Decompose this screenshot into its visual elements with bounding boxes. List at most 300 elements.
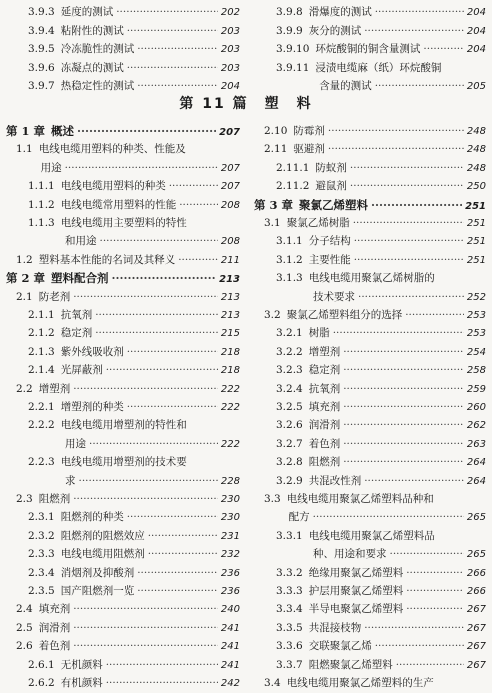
toc-leader-dots xyxy=(169,177,218,195)
toc-entry-title: 防老剂 xyxy=(38,290,71,303)
toc-entry-number: 3.9.6 xyxy=(28,61,55,74)
toc-entry-title: 和用途 xyxy=(65,235,97,248)
toc-entry xyxy=(6,251,240,269)
toc-entry-title: 聚氯乙烯树脂 xyxy=(286,217,350,229)
toc-entry-title: 绝缘用聚氯乙烯塑料 xyxy=(308,566,404,579)
toc-entry-number: 3.2.8 xyxy=(276,456,303,469)
toc-entry-number: 1.1.3 xyxy=(28,217,55,229)
toc-entry xyxy=(254,545,486,563)
toc-entry xyxy=(6,288,240,306)
toc-entry xyxy=(6,140,240,158)
toc-entry-number: 2.2.3 xyxy=(28,456,55,469)
toc-entry-number: 3.9.10 xyxy=(276,43,310,55)
toc-entry xyxy=(6,232,240,250)
toc-entry-title: 着色剂 xyxy=(38,640,71,653)
toc-leader-dots xyxy=(343,416,464,434)
toc-entry-page: 205 xyxy=(466,81,486,92)
toc-entry-number: 3.1.2 xyxy=(276,253,303,266)
toc-entry-title: 聚氯乙烯塑料 xyxy=(299,197,369,212)
toc-entry-number: 3.2.5 xyxy=(276,401,303,413)
toc-entry-page: 262 xyxy=(466,420,486,432)
toc-leader-dots xyxy=(106,674,218,692)
toc-entry-title: 塑料基本性能的名词及其释义 xyxy=(38,253,176,266)
toc-leader-dots xyxy=(106,656,218,674)
toc-entry-page: 258 xyxy=(466,365,486,377)
toc-entry-page: 250 xyxy=(466,181,486,193)
toc-entry-number: 3.9.11 xyxy=(276,61,310,74)
toc-entry-page: 241 xyxy=(220,659,240,671)
toc-entry-number: 2.2.2 xyxy=(28,419,55,432)
toc-entry xyxy=(6,656,240,674)
toc-entry xyxy=(6,600,240,618)
toc-entry-title: 电线电缆用聚氯乙烯塑料品 xyxy=(308,529,435,542)
toc-entry xyxy=(254,600,486,618)
toc-leader-dots xyxy=(364,472,464,490)
toc-entry-title: 填充剂 xyxy=(308,401,341,413)
toc-entry-number: 1.1.1 xyxy=(28,180,55,193)
toc-entry-page: 266 xyxy=(466,567,486,579)
toc-entry-page: 253 xyxy=(466,310,486,321)
toc-leader-dots xyxy=(350,177,464,195)
toc-entry xyxy=(254,564,486,582)
toc-entry-title: 阻燃剂 xyxy=(38,493,71,505)
toc-entry-title: 阻燃聚氯乙烯塑料 xyxy=(308,658,393,671)
toc-entry-title: 树脂 xyxy=(308,327,330,340)
toc-entry-page: 204 xyxy=(466,25,486,37)
toc-entry-title: 有机颜料 xyxy=(60,677,103,689)
toc-leader-dots xyxy=(73,288,218,306)
toc-leader-dots xyxy=(313,508,464,526)
toc-entry-title: 护层用聚氯乙烯塑料 xyxy=(308,585,404,597)
toc-entry-page: 259 xyxy=(466,383,486,395)
toc-entry-title: 交联聚氯乙烯 xyxy=(308,640,372,653)
toc-leader-dots xyxy=(343,435,464,453)
toc-entry-title: 灰分的测试 xyxy=(308,24,362,37)
toc-entry xyxy=(254,674,486,692)
toc-entry xyxy=(6,324,240,342)
toc-entry-page: 264 xyxy=(466,457,486,469)
toc-entry-number: 3.3.4 xyxy=(276,603,303,616)
toc-entry-page: 204 xyxy=(466,44,486,55)
toc-entry-number: 第 3 章 xyxy=(254,197,294,212)
toc-entry-page: 242 xyxy=(220,678,240,689)
toc-entry-title: 防霉剂 xyxy=(293,125,325,137)
toc-entry xyxy=(6,398,240,416)
toc-entry-page: 267 xyxy=(466,604,486,616)
toc-entry xyxy=(254,22,486,40)
toc-entry xyxy=(254,508,486,526)
toc-entry xyxy=(6,564,240,582)
toc-entry xyxy=(254,232,486,250)
toc-entry-number: 3.2.4 xyxy=(276,382,303,395)
toc-leader-dots xyxy=(406,564,464,582)
toc-entry-title: 紫外线吸收剂 xyxy=(60,345,124,358)
toc-entry-page: 207 xyxy=(219,127,240,138)
toc-entry-number: 3.3.6 xyxy=(276,640,303,653)
toc-entry-number: 2.3 xyxy=(16,493,33,505)
toc-leader-dots xyxy=(127,343,218,361)
toc-entry-page: 222 xyxy=(220,402,240,413)
toc-leader-dots xyxy=(112,269,217,287)
toc-entry xyxy=(254,453,486,471)
toc-leader-dots xyxy=(343,453,464,471)
toc-entry-page: 222 xyxy=(220,383,240,395)
toc-leader-dots xyxy=(95,306,218,324)
toc-entry-title: 防蚁剂 xyxy=(315,161,347,174)
toc-leader-dots xyxy=(127,22,218,40)
toc-entry-number: 3.4 xyxy=(264,677,281,689)
toc-entry-page: 207 xyxy=(220,162,240,174)
toc-leader-dots xyxy=(127,59,218,77)
toc-entry-title: 冻凝点的测试 xyxy=(60,61,124,74)
toc-entry-title: 技术要求 xyxy=(313,290,355,303)
toc-entry-page: 207 xyxy=(220,181,240,193)
toc-leader-dots xyxy=(73,619,218,637)
toc-entry-title: 电线电缆用增塑剂的技术要 xyxy=(60,456,187,469)
toc-leader-dots xyxy=(148,527,218,545)
toc-leader-dots xyxy=(178,251,218,269)
toc-entry-number: 3.2.7 xyxy=(276,437,303,450)
toc-entry-title: 电线电缆用聚氯乙烯树脂的 xyxy=(308,272,435,285)
toc-entry-title: 热稳定性的测试 xyxy=(60,80,135,92)
toc-entry xyxy=(254,656,486,674)
toc-entry-title: 阻燃剂 xyxy=(308,456,341,469)
toc-entry xyxy=(6,490,240,508)
toc-leader-dots xyxy=(364,619,464,637)
toc-entry xyxy=(254,269,486,287)
toc-entry xyxy=(6,472,240,490)
toc-entry xyxy=(254,140,486,158)
toc-entry xyxy=(254,416,486,434)
toc-entry-number: 3.9.5 xyxy=(28,43,55,55)
toc-entry-page: 267 xyxy=(466,659,486,671)
toc-leader-dots xyxy=(354,232,464,250)
toc-entry xyxy=(254,398,486,416)
toc-leader-dots xyxy=(137,564,218,582)
toc-leader-dots xyxy=(406,582,464,600)
toc-entry-number: 3.3.7 xyxy=(276,658,303,671)
toc-entry-page: 265 xyxy=(466,512,486,524)
toc-entry-number: 2.3.3 xyxy=(28,548,55,561)
toc-leader-dots xyxy=(423,40,464,58)
toc-entry-number: 3.9.8 xyxy=(276,6,303,18)
toc-entry-number: 2.3.5 xyxy=(28,585,55,597)
toc-entry xyxy=(6,22,240,40)
toc-entry xyxy=(254,3,486,21)
toc-leader-dots xyxy=(343,361,464,379)
toc-entry-number: 3.2.2 xyxy=(276,345,303,358)
toc-entry-number: 3.3 xyxy=(264,493,281,505)
toc-entry xyxy=(6,674,240,692)
toc-entry-number: 2.2 xyxy=(16,382,33,395)
toc-entry xyxy=(254,59,486,77)
toc-entry-page: 222 xyxy=(220,438,240,450)
toc-entry-number: 3.1.1 xyxy=(276,235,303,248)
toc-entry xyxy=(6,435,240,453)
toc-entry-title: 阻燃剂的种类 xyxy=(60,511,124,524)
toc-entry xyxy=(6,269,240,287)
toc-leader-dots xyxy=(364,22,464,40)
toc-entry-number: 2.11.2 xyxy=(276,180,310,193)
toc-entry-number: 3.2.9 xyxy=(276,474,303,487)
toc-entry-title: 稳定剂 xyxy=(60,327,93,340)
toc-entry-title: 粘附性的测试 xyxy=(60,24,124,37)
toc-entry-page: 208 xyxy=(220,199,240,211)
toc-entry xyxy=(6,361,240,379)
toc-entry xyxy=(6,177,240,195)
toc-entry-page: 241 xyxy=(220,641,240,653)
toc-entry-page: 251 xyxy=(466,236,486,248)
toc-leader-dots xyxy=(73,380,218,398)
toc-entry-title: 滑爆度的测试 xyxy=(308,6,372,18)
toc-leader-dots xyxy=(106,361,218,379)
toc-entry-title: 光屏蔽剂 xyxy=(60,364,103,377)
toc-entry-page: 251 xyxy=(465,200,486,212)
toc-entry-page: 213 xyxy=(220,310,240,321)
toc-entry-title: 环烷酸铜的铜含量测试 xyxy=(315,43,421,55)
toc-leader-dots xyxy=(375,3,464,21)
toc-entry-page: 203 xyxy=(220,44,240,55)
toc-entry-title: 无机颜料 xyxy=(60,658,103,671)
toc-entry-title: 抗氧剂 xyxy=(308,382,341,395)
part-title: 第 11 篇 塑 料 xyxy=(179,96,313,112)
toc-entry xyxy=(6,453,240,471)
toc-entry-page: 204 xyxy=(466,7,486,18)
toc-entry-title: 共混接枝物 xyxy=(308,621,362,634)
toc-entry-number: 3.3.2 xyxy=(276,566,303,579)
toc-entry-title: 种、用途和要求 xyxy=(313,548,387,561)
toc-entry-number: 3.2.6 xyxy=(276,419,303,432)
toc-entry-title: 聚氯乙烯塑料组分的选择 xyxy=(286,309,403,321)
toc-entry xyxy=(254,306,486,324)
toc-entry-page: 240 xyxy=(220,604,240,616)
toc-entry-page: 248 xyxy=(466,126,486,137)
toc-entry-number: 3.2.3 xyxy=(276,364,303,377)
toc-entry-page: 203 xyxy=(220,25,240,37)
toc-entry-title: 增塑剂的种类 xyxy=(60,401,124,413)
toc-entry-title: 润滑剂 xyxy=(308,419,341,432)
toc-entry-page: 241 xyxy=(220,622,240,634)
toc-leader-dots xyxy=(328,140,464,158)
toc-entry xyxy=(6,214,240,232)
toc-entry-page: 265 xyxy=(466,549,486,561)
toc-entry-title: 含量的测试 xyxy=(319,80,372,92)
toc-leader-dots xyxy=(179,196,218,214)
toc-entry-number: 2.4 xyxy=(16,603,33,616)
toc-entry-number: 3.3.1 xyxy=(276,529,303,542)
toc-leader-dots xyxy=(328,122,464,140)
toc-entry-title: 浸渍电缆麻（纸）环烷酸铜 xyxy=(315,61,442,74)
toc-entry-title: 电线电缆用增塑剂的特性和 xyxy=(60,419,187,432)
toc-entry-number: 2.1.4 xyxy=(28,364,55,377)
toc-entry-page: 230 xyxy=(220,494,240,505)
toc-entry-title: 润滑剂 xyxy=(38,621,71,634)
toc-entry-page: 208 xyxy=(220,236,240,248)
toc-entry-page: 213 xyxy=(219,274,240,286)
toc-entry-number: 2.6.2 xyxy=(28,677,55,689)
toc-leader-dots xyxy=(73,637,218,655)
toc-entry-title: 用途 xyxy=(40,161,62,174)
toc-entry-page: 248 xyxy=(466,162,486,174)
toc-entry-page: 251 xyxy=(466,254,486,266)
toc-entry xyxy=(254,196,486,214)
toc-entry-number: 2.3.2 xyxy=(28,529,55,542)
toc-entry-number: 2.3.4 xyxy=(28,566,55,579)
toc-entry-page: 231 xyxy=(220,530,240,542)
toc-entry-title: 电线电缆常用塑料的性能 xyxy=(60,198,177,211)
toc-entry-title: 分子结构 xyxy=(308,235,351,248)
toc-entry xyxy=(254,122,486,140)
toc-entry-title: 避鼠剂 xyxy=(315,180,347,193)
toc-leader-dots xyxy=(343,380,464,398)
toc-entry-page: 236 xyxy=(220,586,240,597)
toc-entry-page: 263 xyxy=(466,438,486,450)
toc-entry-title: 共混改性剂 xyxy=(308,474,362,487)
toc-entry xyxy=(6,159,240,177)
toc-entry-number: 2.1 xyxy=(16,290,33,303)
toc-entry-page: 236 xyxy=(220,567,240,579)
toc-leader-dots xyxy=(127,398,218,416)
toc-entry xyxy=(6,416,240,434)
toc-entry xyxy=(254,177,486,195)
toc-leader-dots xyxy=(406,600,464,618)
toc-leader-dots xyxy=(390,545,464,563)
toc-entry-page: 215 xyxy=(220,328,240,340)
toc-entry-title: 增塑剂 xyxy=(38,382,71,395)
toc-entry-page: 264 xyxy=(466,475,486,487)
toc-entry xyxy=(6,582,240,600)
toc-leader-dots xyxy=(79,472,218,490)
toc-leader-dots xyxy=(350,159,464,177)
toc-entry xyxy=(254,619,486,637)
toc-entry-number: 第 2 章 xyxy=(6,271,46,286)
toc-entry-page: 202 xyxy=(220,7,240,18)
toc-entry xyxy=(6,122,240,140)
toc-entry xyxy=(254,637,486,655)
toc-entry-page: 232 xyxy=(220,549,240,561)
toc-entry-number: 3.9.7 xyxy=(28,80,55,92)
toc-entry-title: 概述 xyxy=(51,124,75,138)
toc-entry-title: 电线电缆用塑料的种类、性能及 xyxy=(38,143,186,156)
toc-entry-title: 国产阻燃剂一览 xyxy=(60,585,135,597)
toc-entry xyxy=(254,324,486,342)
toc-entry-number: 3.2.1 xyxy=(276,327,303,340)
toc-entry xyxy=(6,527,240,545)
toc-entry xyxy=(6,637,240,655)
toc-entry-number: 2.5 xyxy=(16,621,33,634)
toc-entry-number: 2.1.3 xyxy=(28,345,55,358)
toc-leader-dots xyxy=(333,324,464,342)
toc-leader-dots xyxy=(100,232,218,250)
toc-leader-dots xyxy=(371,196,462,214)
toc-entry-title: 配方 xyxy=(288,511,310,524)
toc-entry-title: 稳定剂 xyxy=(308,364,341,377)
toc-entry-page: 252 xyxy=(466,291,486,303)
toc-entry xyxy=(254,472,486,490)
toc-entry xyxy=(254,527,486,545)
toc-entry-title: 着色剂 xyxy=(308,437,341,450)
toc-entry-number: 2.10 xyxy=(264,125,288,137)
toc-entry-page: 218 xyxy=(220,365,240,377)
toc-entry-number: 3.9.9 xyxy=(276,24,303,37)
toc-entry xyxy=(6,508,240,526)
toc-entry-page: 248 xyxy=(466,144,486,156)
toc-entry-number: 3.2 xyxy=(264,309,281,321)
toc-leader-dots xyxy=(396,656,464,674)
toc-entry xyxy=(6,3,240,21)
toc-entry-title: 用途 xyxy=(65,437,86,450)
toc-entry-page: 211 xyxy=(220,254,240,266)
toc-entry-page: 260 xyxy=(466,402,486,413)
toc-entry-title: 电线电缆用聚氯乙烯塑料品种和 xyxy=(286,493,434,505)
toc-entry-page: 253 xyxy=(466,328,486,340)
toc-entry-title: 电线电缆用主要塑料的特性 xyxy=(60,217,187,229)
toc-leader-dots xyxy=(73,490,218,508)
toc-entry xyxy=(6,619,240,637)
toc-entry-page: 228 xyxy=(220,475,240,487)
toc-entry-number: 第 1 章 xyxy=(6,124,46,138)
toc-entry-number: 1.1 xyxy=(16,143,33,156)
toc-entry xyxy=(6,40,240,58)
toc-entry-page: 230 xyxy=(220,512,240,524)
toc-entry xyxy=(254,251,486,269)
toc-entry-page: 203 xyxy=(220,62,240,74)
toc-leader-dots xyxy=(127,508,218,526)
toc-entry-number: 2.6.1 xyxy=(28,658,55,671)
toc-entry-page: 267 xyxy=(466,622,486,634)
toc-entry-title: 半导电聚氯乙烯塑料 xyxy=(308,603,404,616)
toc-entry-title: 驱避剂 xyxy=(293,143,325,156)
toc-entry-number: 3.1 xyxy=(264,217,281,229)
toc-leader-dots xyxy=(89,435,218,453)
toc-entry-page: 213 xyxy=(220,291,240,303)
toc-leader-dots xyxy=(405,306,464,324)
toc-entry-title: 电线电缆用聚氯乙烯塑料的生产 xyxy=(286,677,434,689)
toc-entry-number: 3.3.5 xyxy=(276,621,303,634)
toc-entry xyxy=(6,196,240,214)
toc-entry-page: 254 xyxy=(466,346,486,358)
toc-entry xyxy=(254,361,486,379)
toc-leader-dots xyxy=(137,40,218,58)
toc-entry-title: 阻燃剂的阻燃效应 xyxy=(60,529,145,542)
toc-entry xyxy=(254,288,486,306)
toc-leader-dots xyxy=(116,3,218,21)
toc-entry-page: 218 xyxy=(220,346,240,358)
toc-entry-title: 抗氧剂 xyxy=(60,309,93,321)
toc-entry-title: 电线电缆用塑料的种类 xyxy=(60,180,166,193)
toc-entry-page: 251 xyxy=(466,218,486,229)
toc-entry-number: 1.2 xyxy=(16,253,33,266)
toc-leader-dots xyxy=(73,600,218,618)
toc-entry xyxy=(254,435,486,453)
toc-leader-dots xyxy=(358,288,464,306)
toc-leader-dots xyxy=(343,343,464,361)
toc-entry-number: 2.2.1 xyxy=(28,401,55,413)
toc-leader-dots xyxy=(77,122,216,140)
toc-entry-number: 2.1.1 xyxy=(28,309,55,321)
toc-entry xyxy=(6,380,240,398)
toc-entry-number: 3.3.3 xyxy=(276,585,303,597)
toc-entry xyxy=(254,380,486,398)
toc-entry-number: 2.11.1 xyxy=(276,161,310,174)
toc-entry-number: 2.1.2 xyxy=(28,327,55,340)
toc-entry-number: 2.6 xyxy=(16,640,33,653)
toc-entry-page: 204 xyxy=(220,81,240,92)
toc-entry-title: 电线电缆用阻燃剂 xyxy=(60,548,145,561)
toc-entry-title: 塑料配合剂 xyxy=(51,271,109,286)
toc-entry xyxy=(6,545,240,563)
toc-entry-number: 3.9.4 xyxy=(28,24,55,37)
